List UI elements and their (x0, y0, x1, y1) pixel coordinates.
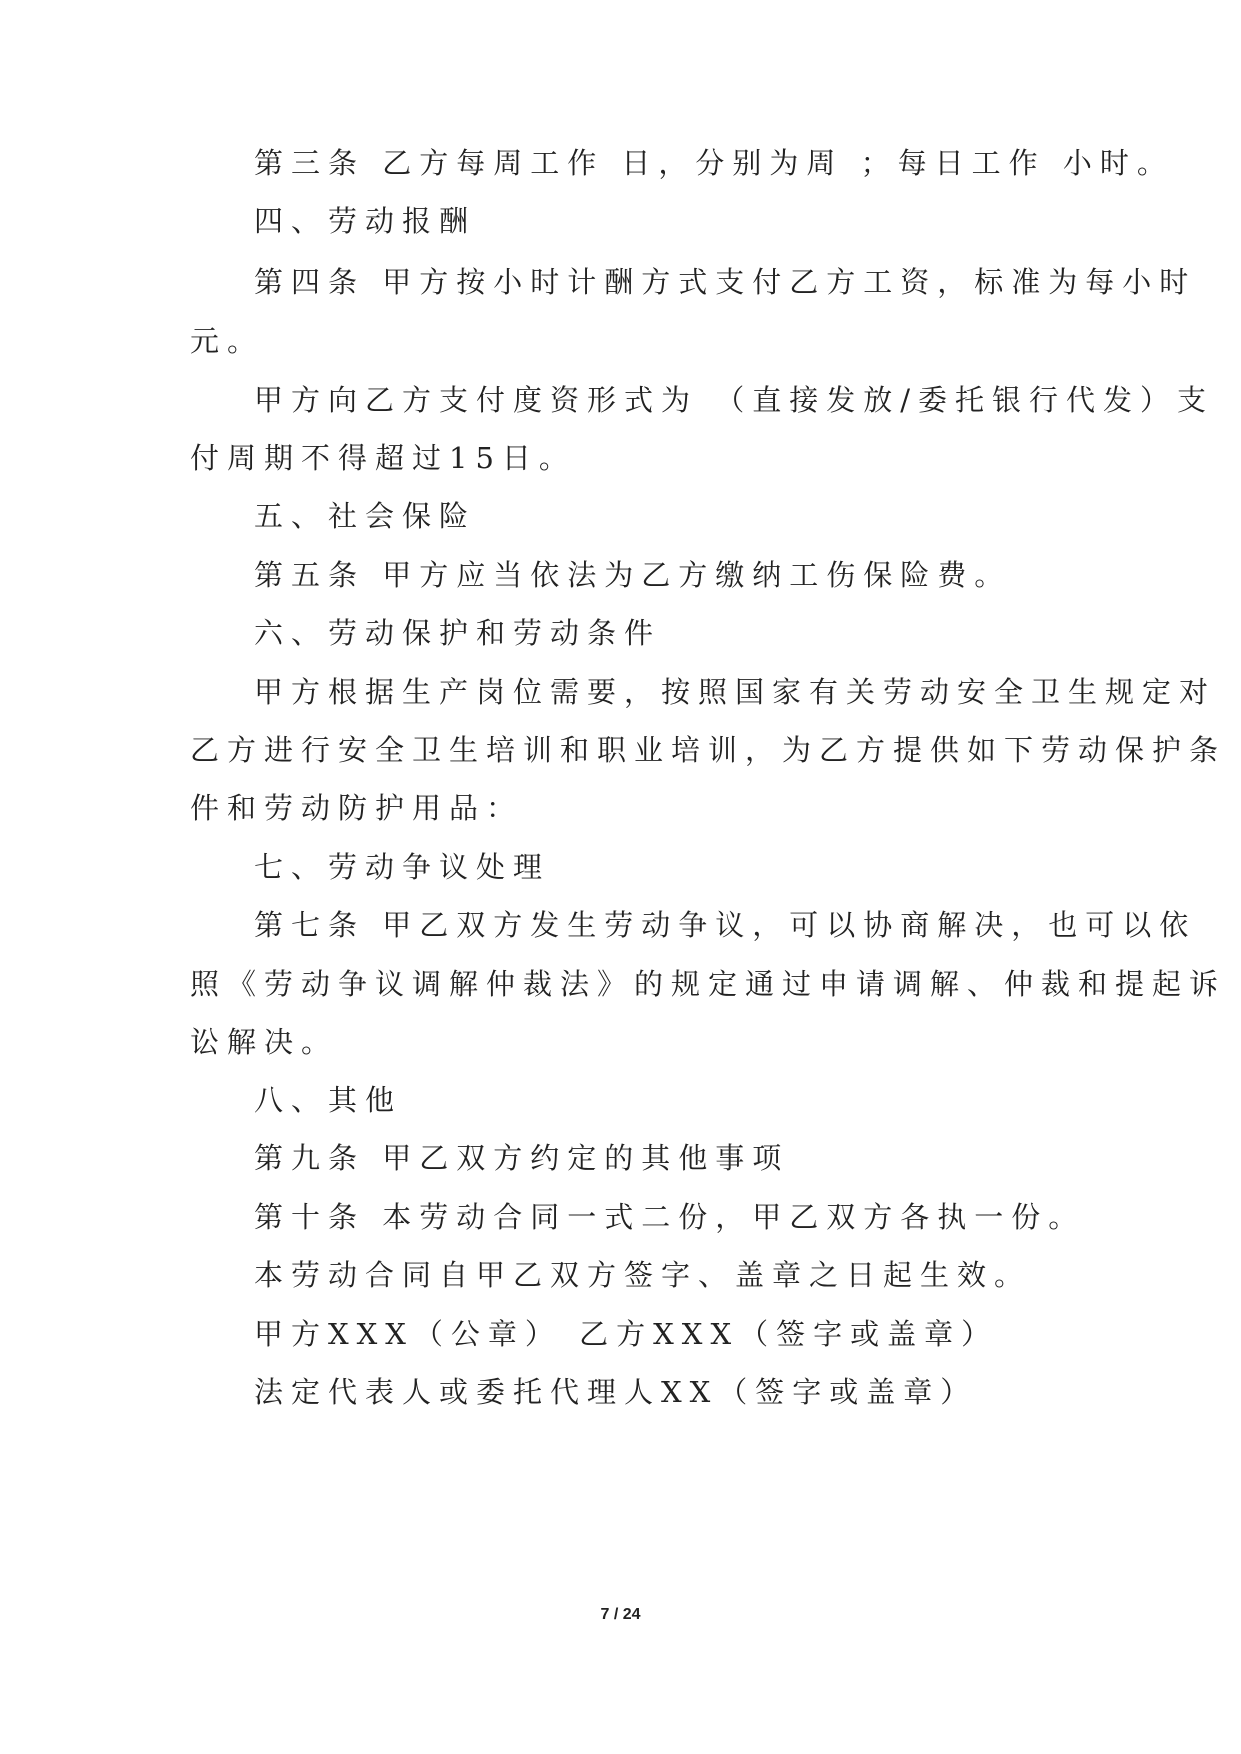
representative-signature: 法定代表人或委托代理人XX（签字或盖章） (254, 1375, 978, 1409)
clause-4-line-2: 元。 (190, 324, 265, 358)
clause-4-line-1: 第四条 甲方按小时计酬方式支付乙方工资，标准为每小时 (254, 265, 1197, 299)
section-7-heading: 七、劳动争议处理 (254, 850, 551, 884)
section-4-heading: 四、劳动报酬 (254, 204, 477, 238)
section-5-heading: 五、社会保险 (254, 499, 477, 533)
payment-form-line-2: 付周期不得超过15日。 (190, 441, 576, 475)
page-number: 7 / 24 (600, 1606, 641, 1623)
protection-line-2: 乙方进行安全卫生培训和职业培训，为乙方提供如下劳动保护条 (190, 733, 1227, 767)
section-6-heading: 六、劳动保护和劳动条件 (254, 616, 662, 650)
payment-form-line-1: 甲方向乙方支付度资形式为 （直接发放/委托银行代发）支 (254, 383, 1214, 417)
clause-5-text: 第五条 甲方应当依法为乙方缴纳工伤保险费。 (254, 558, 1012, 592)
clause-9-text: 第九条 甲乙双方约定的其他事项 (254, 1141, 790, 1175)
clause-10-text: 第十条 本劳动合同一式二份，甲乙双方各执一份。 (254, 1200, 1086, 1234)
clause-7-line-3: 讼解决。 (190, 1025, 339, 1059)
protection-line-1: 甲方根据生产岗位需要，按照国家有关劳动安全卫生规定对 (254, 675, 1217, 709)
protection-line-3: 件和劳动防护用品： (190, 791, 524, 825)
party-signatures: 甲方XXX（公章） 乙方XXX（签字或盖章） (254, 1317, 999, 1351)
clause-7-line-2: 照《劳动争议调解仲裁法》的规定通过申请调解、仲裁和提起诉 (190, 967, 1227, 1001)
clause-3-text: 第三条 乙方每周工作 日，分别为周 ；每日工作 小时。 (254, 146, 1174, 180)
section-8-heading: 八、其他 (254, 1083, 403, 1117)
clause-7-line-1: 第七条 甲乙双方发生劳动争议，可以协商解决，也可以依 (254, 908, 1197, 942)
effective-date-text: 本劳动合同自甲乙双方签字、盖章之日起生效。 (254, 1258, 1032, 1292)
